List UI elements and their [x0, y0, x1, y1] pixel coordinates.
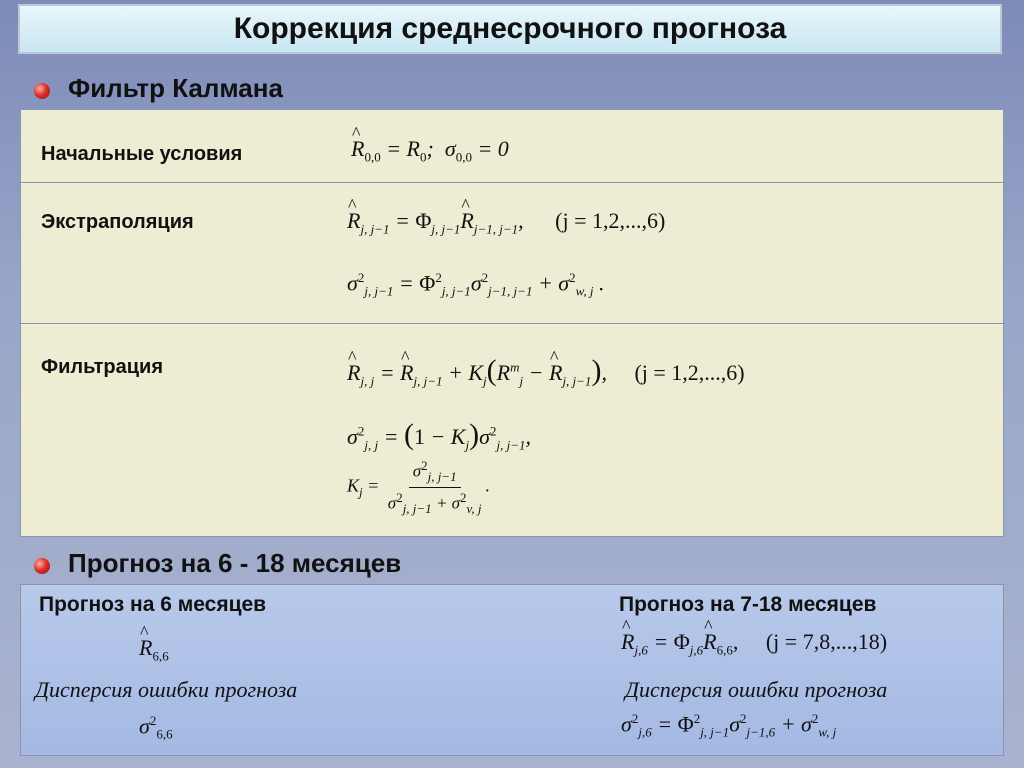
- kalman-panel: [20, 109, 1004, 537]
- forecast-6-title: Прогноз на 6 месяцев: [39, 593, 267, 616]
- formula-extrapolation-sigma: $\sigma^2_{j, j-1} = \Phi^2_{j, j-1}\sigma^2_{j-1, j-1} + \sigma^2_{w, j}$ .: [347, 270, 605, 299]
- range-forecast: (j = 7,8,...,18): [765, 629, 888, 654]
- section-heading-kalman: Фильтр Калмана: [68, 73, 283, 103]
- variance-label-left: Дисперсия ошибки прогноза: [35, 677, 298, 702]
- variance-label-right: Дисперсия ошибки прогноза: [625, 677, 888, 702]
- row-label-extrapolation: Экстраполяция: [41, 211, 194, 233]
- row-divider: [21, 182, 1003, 183]
- bullet-icon: [34, 83, 50, 99]
- formula-forecast-7-18: ^ $R_{j,6}$ = $\Phi_{j,6}\^{}$ $R_{6,6}$, (j = 7,8,...,18): [621, 629, 887, 658]
- row-label-filtering: Фильтрация: [41, 356, 164, 378]
- formula-forecast-6: ^ $R_{6,6}$: [139, 635, 169, 664]
- formula-initial-conditions: ^ $R_{0,0} = R_0$; $\sigma_{0,0} = 0$: [351, 136, 509, 165]
- formula-filtering-sigma: $\sigma^2_{j, j} = (1 - K_j)\sigma^2_{j, j-1}$,: [347, 418, 531, 453]
- row-divider: [21, 323, 1003, 324]
- slide-title: Коррекция среднесрочного прогноза: [18, 4, 1002, 54]
- forecast-7-18-title: Прогноз на 7-18 месяцев: [619, 593, 877, 616]
- range-filtering: (j = 1,2,...,6): [634, 360, 745, 385]
- row-label-initial: Начальные условия: [41, 143, 243, 165]
- section-heading-forecast: Прогноз на 6 - 18 месяцев: [68, 548, 402, 578]
- range-extrapolation: (j = 1,2,...,6): [555, 208, 666, 233]
- formula-extrapolation-r: ^ $R_{j, j-1}$ = $\Phi_{j, j-1}\^{}$ $R_{j-1, j-1}$, (j = 1,2,...,6): [347, 208, 665, 237]
- bullet-icon: [34, 558, 50, 574]
- formula-variance-6: $\sigma^2_{6,6}$: [139, 713, 173, 742]
- formula-variance-7-18: $\sigma^2_{j,6} = \Phi^2_{j, j-1}\sigma^2_{j-1,6} + \sigma^2_{w, j}$: [621, 711, 837, 740]
- formula-filtering-r: ^ $R_{j, j}$ = ^ $R_{j, j-1} + K_j(R^m_j$ − ^ $R_{j, j-1}$), (j = 1,2,...,6): [347, 354, 745, 389]
- formula-kalman-gain: $K_j$ = $\frac{\sigma^2_{j, j-1}}{\sigma^2_{j, j-1} + \sigma^2_{v, j}}$ .: [347, 458, 490, 517]
- forecast-panel: [20, 584, 1004, 756]
